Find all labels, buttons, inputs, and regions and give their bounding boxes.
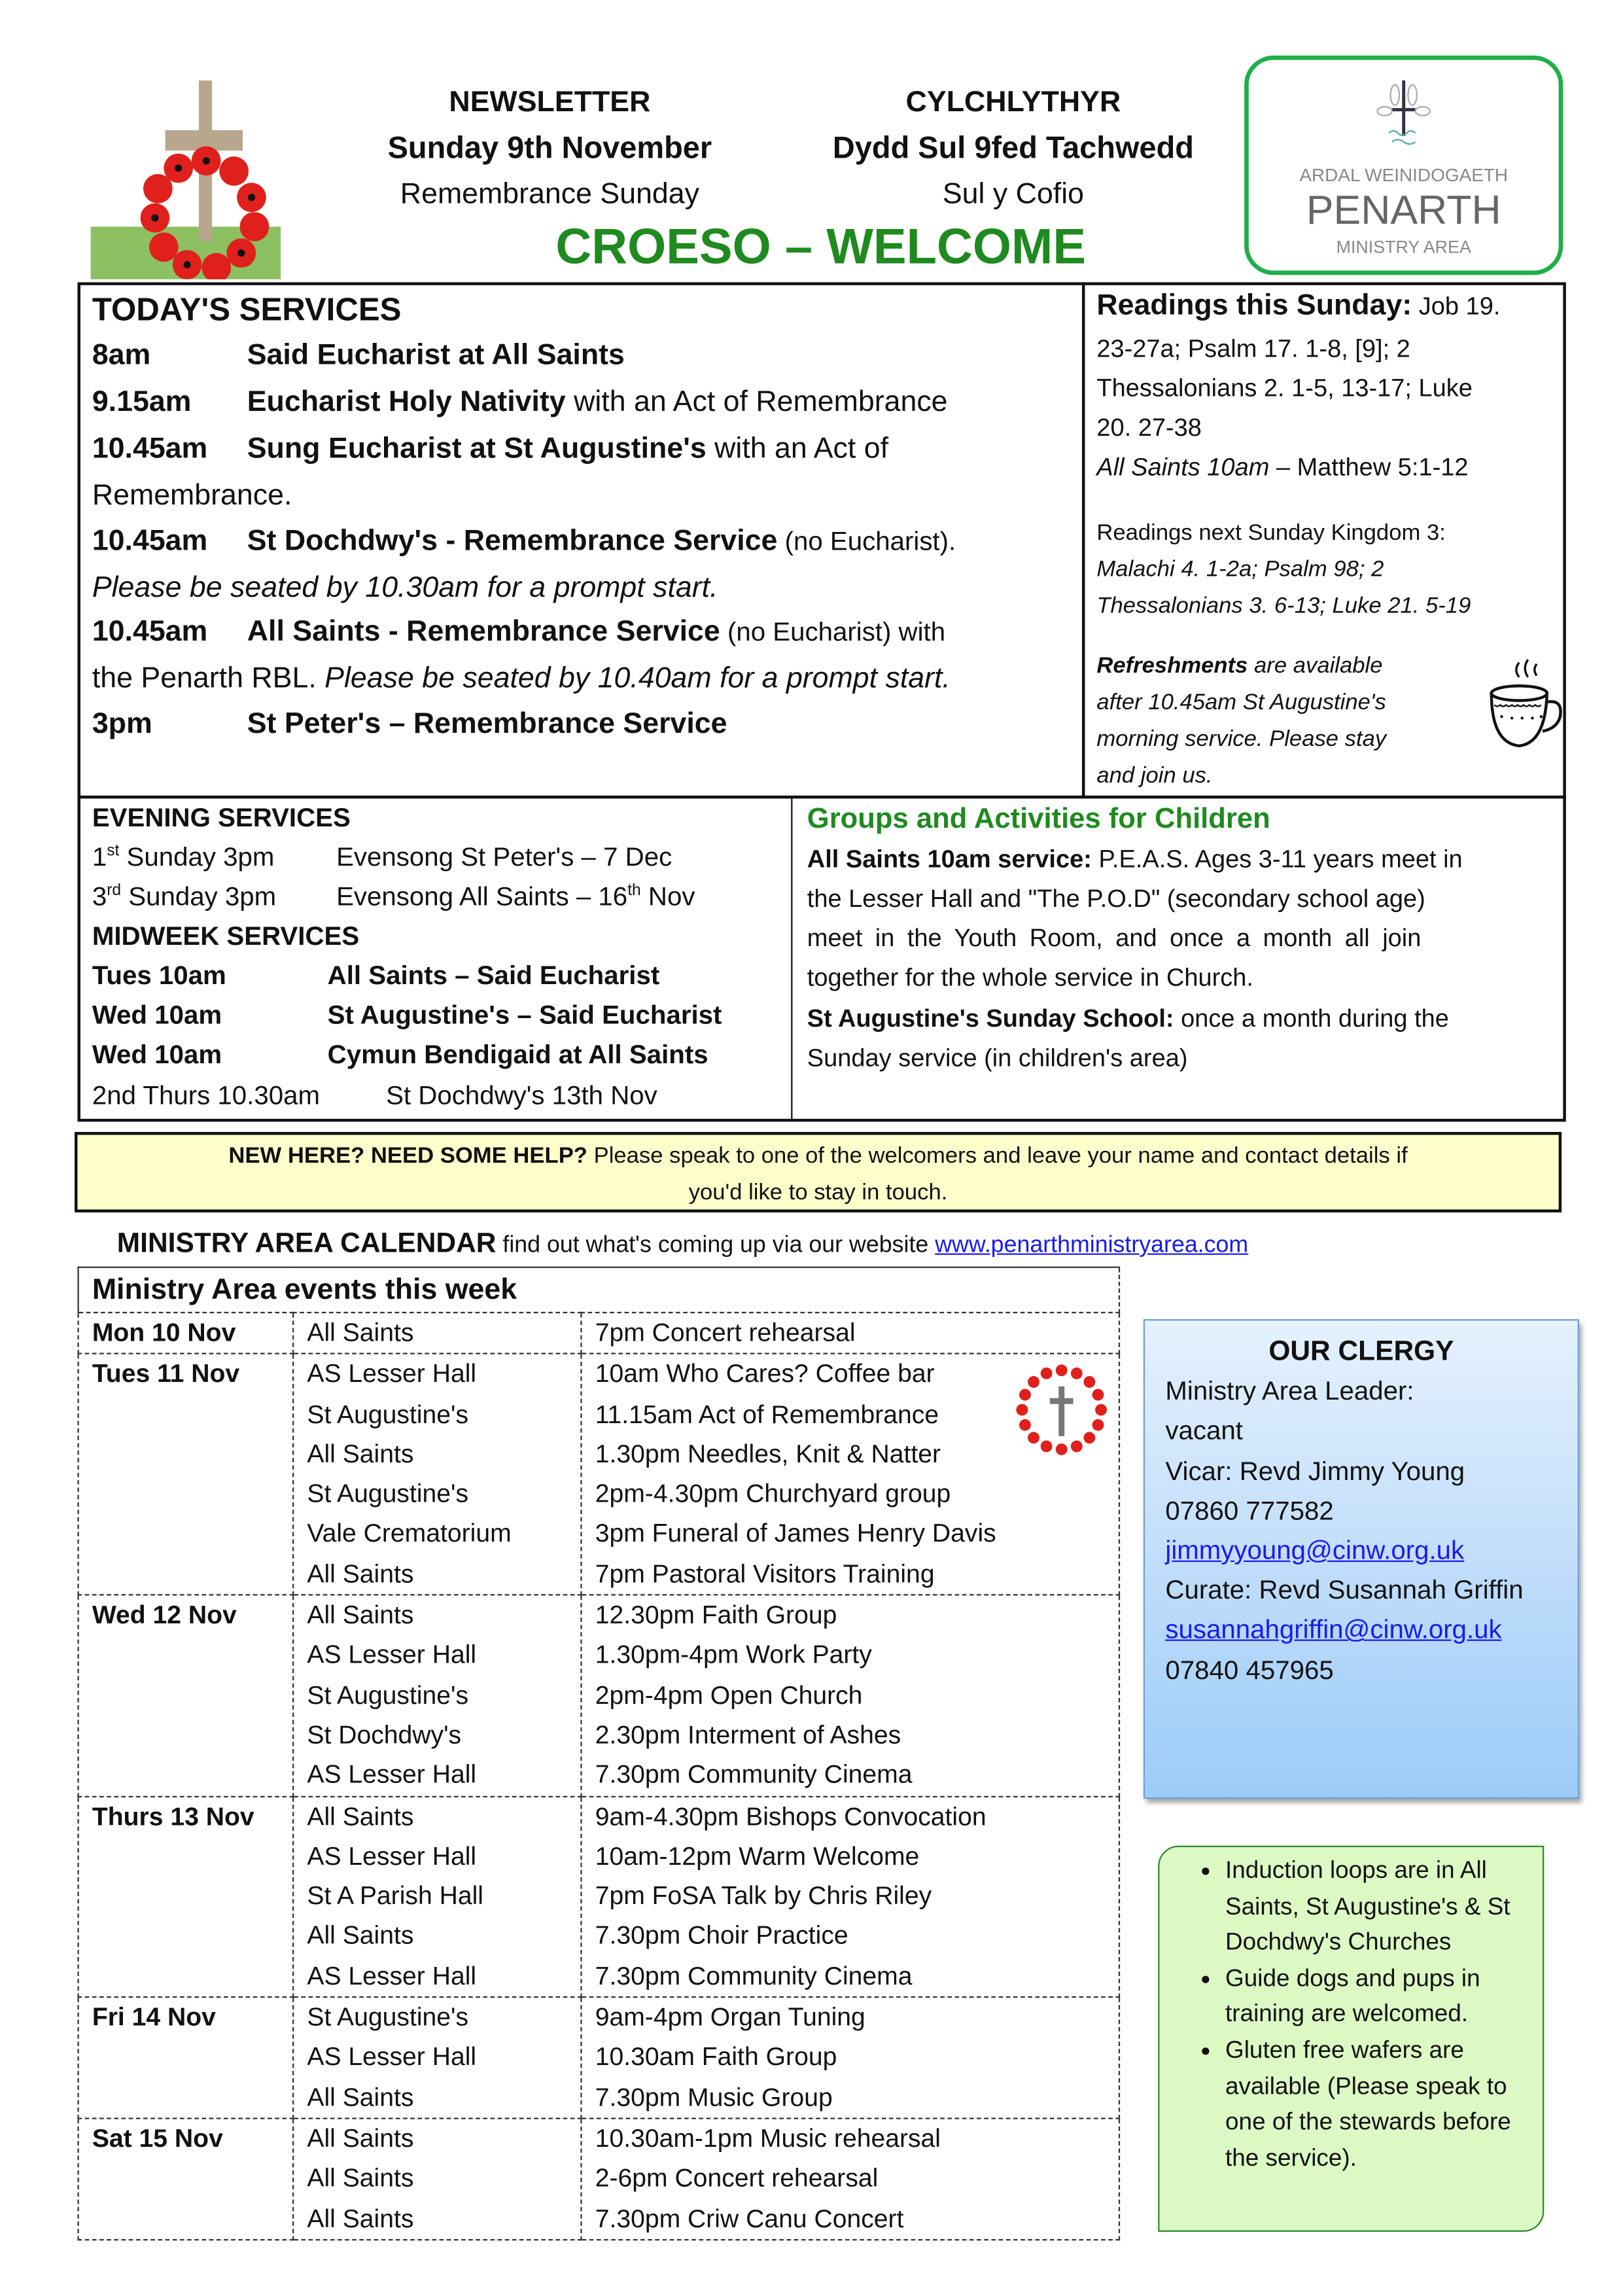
new-here-banner [75,1132,1562,1212]
event-description: 2-6pm Concert rehearsal [595,2163,879,2193]
event-location: St Augustine's [307,1680,469,1710]
poppy-icon [1016,1404,1028,1416]
welcome-heading: CROESO – WELCOME [555,219,1087,275]
event-location: All Saints [307,1559,414,1588]
ordinal: 3 [92,881,107,911]
divider [791,797,792,1120]
events-table-title: Ministry Area events this week [79,1267,1119,1313]
event-description: 2.30pm Interment of Ashes [595,1720,901,1750]
service-name: Sung Eucharist at St Augustine's [247,433,707,465]
event-description: 7pm FoSA Talk by Chris Riley [595,1881,932,1911]
evening-what-text: Evensong All Saints – 16 [336,881,628,911]
event-location: All Saints [307,1600,414,1630]
event-location: Vale Crematorium [307,1519,512,1548]
day-label: Fri 14 Nov [79,1997,294,2118]
service-desc [247,433,888,467]
day-row [79,1997,1119,2118]
day-row [79,2118,1119,2239]
event-location: St Augustine's [307,2002,469,2032]
service-time: 9.15am [92,386,192,419]
event-description: 1.30pm-4pm Work Party [595,1640,872,1670]
service-time: 3pm [92,707,152,740]
clergy-line: Curate: Revd Susannah Griffin [1165,1575,1524,1605]
locations-cell [293,1313,581,1354]
event-location: All Saints [307,2082,414,2111]
seating-note: Please be seated by 10.40am for a prompt start. [324,662,951,695]
readings-line [1096,453,1468,483]
readings-line [1096,290,1500,323]
refreshments-label: Refreshments [1096,654,1248,679]
refreshments-line [1096,654,1382,680]
help-text: Please speak to one of the welcomers and leave your name and contact details if [587,1143,1408,1169]
readings-text: Job 19. [1412,292,1501,321]
clergy-line: vacant [1165,1416,1243,1446]
ordinal-suffix: st [107,842,120,860]
children-line: meet in the Youth Room, and once a month all join [807,924,1422,953]
children-label: St Augustine's Sunday School: [807,1004,1174,1033]
poppy-icon [1019,1389,1031,1401]
children-heading: Groups and Activities for Children [807,803,1270,836]
readings-label: Readings this Sunday: [1096,289,1412,322]
event-description: 2pm-4.30pm Churchyard group [595,1479,951,1508]
service-detail: (no Eucharist) with [720,617,946,646]
welsh-title: CYLCHLYTHYR [905,86,1121,119]
event-description: 10.30am Faith Group [595,2042,837,2072]
welsh-occasion: Sul y Cofio [942,178,1085,211]
event-description: 3pm Funeral of James Henry Davis [595,1519,996,1548]
refreshments-line: morning service. Please stay [1096,726,1387,752]
day-label: Mon 10 Nov [79,1313,294,1354]
event-description: 7.30pm Choir Practice [595,1920,848,1951]
children-line: the Lesser Hall and "The P.O.D" (secondary school age) [807,885,1425,913]
event-location: All Saints [307,1317,414,1347]
events-cell [581,1997,1119,2118]
evening-when: Sunday 3pm [121,881,277,911]
evening-services-heading: EVENING SERVICES [92,803,351,832]
note-item: • Induction loops are in All Saints, St Augustine's & St Dochdwy's Churches [1225,1853,1537,1961]
event-description: 7pm Pastoral Visitors Training [595,1559,935,1588]
service-time: 10.45am [92,615,208,648]
newsletter-date: Sunday 9th November [387,132,712,166]
ordinal-suffix: rd [107,881,122,900]
service-time: 10.45am [92,433,208,465]
website-link[interactable]: www.penarthministryarea.com [935,1233,1249,1258]
event-description: 10.30am-1pm Music rehearsal [595,2123,941,2153]
event-location: All Saints [307,1439,414,1468]
midweek-when: Wed 10am [92,1000,222,1030]
service-name: St Peter's – Remembrance Service [247,707,727,740]
events-cell [581,2118,1119,2239]
evening-row [92,882,276,913]
readings-line: 23-27a; Psalm 17. 1-8, [9]; 2 [1096,334,1410,363]
midweek-what: All Saints – Said Eucharist [327,961,660,991]
service-time: 8am [92,339,151,372]
poppy-icon [1056,1364,1068,1376]
clergy-line: Vicar: Revd Jimmy Young [1165,1456,1465,1486]
logo-line-2: PENARTH [1306,187,1501,233]
event-description: 9am-4.30pm Bishops Convocation [595,1801,986,1831]
service-detail-text: the Penarth RBL. [92,662,325,695]
event-location: St Augustine's [307,1479,469,1508]
children-label: All Saints 10am service: [807,845,1092,874]
service-name: St Dochdwy's - Remembrance Service [247,525,778,557]
event-description: 11.15am Act of Remembrance [595,1399,939,1428]
ordinal-suffix: th [627,881,641,900]
locations-cell [293,1595,581,1796]
midweek-services-heading: MIDWEEK SERVICES [92,921,360,951]
newsletter-occasion: Remembrance Sunday [400,178,700,211]
event-location: AS Lesser Hall [307,2042,477,2072]
penarth-ministry-area-logo [1244,56,1563,275]
event-description: 7.30pm Community Cinema [595,1960,913,1990]
event-location: All Saints [307,2163,414,2193]
divider [1082,282,1084,797]
midweek-what: St Dochdwy's 13th Nov [386,1080,657,1110]
children-line [807,1005,1449,1034]
service-time: 10.45am [92,525,208,557]
service-detail: (no Eucharist). [777,526,956,556]
event-description: 7.30pm Criw Canu Concert [595,2203,904,2233]
event-location: AS Lesser Hall [307,1759,477,1790]
next-readings-line: Malachi 4. 1-2a; Psalm 98; 2 [1096,557,1384,582]
evening-row [92,842,275,873]
event-description: 7.30pm Community Cinema [595,1759,913,1790]
poppy-icon [1019,1419,1031,1431]
poppy-icon [1092,1389,1104,1401]
refreshments-line: and join us. [1096,763,1213,788]
welsh-date: Dydd Sul 9fed Tachwedd [832,132,1194,166]
children-text: P.E.A.S. Ages 3-11 years meet in [1091,845,1463,874]
midweek-what: Cymun Bendigaid at All Saints [327,1040,708,1069]
service-detail: with an Act of [706,433,889,465]
todays-services-heading: TODAY'S SERVICES [92,291,402,328]
readings-text: – Matthew 5:1-12 [1269,453,1469,482]
service-name: Said Eucharist at All Saints [247,339,625,372]
poppy-icon [1083,1376,1095,1388]
newsletter-title: NEWSLETTER [449,86,651,119]
service-detail: with an Act of Remembrance [565,386,948,419]
event-description: 7.30pm Music Group [595,2082,833,2111]
event-location: St A Parish Hall [307,1881,483,1911]
event-description: 7pm Concert rehearsal [595,1317,856,1347]
logo-line-1: ARDAL WEINIDOGAETH [1299,165,1509,186]
ordinal: 1 [92,842,107,872]
poppy-icon [1028,1432,1039,1443]
event-location: AS Lesser Hall [307,1640,477,1670]
seating-note: Please be seated by 10.30am for a prompt start. [92,571,718,605]
refreshments-text: are available [1248,654,1383,679]
clergy-heading: OUR CLERGY [1268,1336,1454,1368]
poppy-icon [1056,1443,1068,1455]
readings-line: 20. 27-38 [1096,414,1202,442]
readings-line: Thessalonians 2. 1-5, 13-17; Luke [1096,374,1473,402]
help-text: you'd like to stay in touch. [688,1180,948,1205]
event-description: 1.30pm Needles, Knit & Natter [595,1439,941,1468]
poppy-icon [1071,1440,1083,1452]
logo-line-3: MINISTRY AREA [1336,237,1471,258]
service-desc [247,708,727,741]
midweek-what: St Augustine's – Said Eucharist [327,1000,722,1030]
help-label: NEW HERE? NEED SOME HELP? [228,1143,587,1169]
service-detail: Remembrance. [92,480,292,512]
next-readings-line: Thessalonians 3. 6-13; Luke 21. 5-19 [1096,593,1471,619]
note-item: • Gluten free wafers are available (Please speak to one of the stewards before the service). [1225,2033,1537,2177]
next-readings-heading: Readings next Sunday Kingdom 3: [1096,520,1446,546]
event-location: All Saints [307,2123,414,2153]
curate-email-link[interactable]: susannahgriffin@cinw.org.uk [1165,1615,1502,1645]
evening-what: Evensong St Peter's – 7 Dec [336,842,672,872]
calendar-subtext: find out what's coming up via our website [496,1233,935,1258]
children-line [807,845,1463,875]
clergy-line: Ministry Area Leader: [1165,1376,1414,1406]
events-cell [581,1796,1119,1997]
day-label: Thurs 13 Nov [79,1796,294,1997]
calendar-heading: MINISTRY AREA CALENDAR [116,1228,497,1260]
children-line: together for the whole service in Church. [807,963,1254,992]
coffee-cup-icon [1487,658,1563,753]
event-location: St Dochdwy's [307,1720,462,1750]
event-location: AS Lesser Hall [307,1960,477,1990]
events-table [77,1267,1120,2240]
evening-when: Sunday 3pm [119,842,275,872]
day-row [79,1354,1119,1595]
poppy-icon [1092,1419,1104,1431]
event-description: 10am-12pm Warm Welcome [595,1841,920,1871]
event-description: 9am-4pm Organ Tuning [595,2002,865,2032]
locations-cell [293,1354,581,1595]
poppy-icon [1028,1376,1039,1388]
poppy-icon [1083,1432,1095,1443]
service-desc [247,616,945,649]
poppy-icon [1041,1440,1053,1452]
service-name: Eucharist Holy Nativity [247,386,566,419]
locations-cell [293,1997,581,2118]
cross-logo-icon [1366,77,1442,150]
clergy-box [1143,1319,1579,1799]
day-label: Wed 12 Nov [79,1595,294,1796]
poppy-icon [1041,1368,1053,1379]
poppy-wreath-icon [1015,1363,1108,1457]
event-location: All Saints [307,2203,414,2233]
event-description: 2pm-4pm Open Church [595,1680,863,1710]
service-desc [247,525,956,558]
poppy-icon [1095,1404,1107,1416]
vicar-email-link[interactable]: jimmyyoung@cinw.org.uk [1165,1535,1465,1565]
accessibility-notes [1158,1846,1544,2232]
events-cell [581,1595,1119,1796]
event-location: All Saints [307,1920,414,1951]
clergy-phone: 07860 777582 [1165,1496,1334,1525]
readings-italic: All Saints 10am [1096,453,1270,482]
day-row [79,1595,1119,1796]
evening-what [336,882,695,913]
service-detail [92,663,951,696]
clergy-phone: 07840 457965 [1165,1655,1334,1685]
children-text: once a month during the [1174,1004,1449,1033]
service-desc [247,340,625,373]
day-label: Sat 15 Nov [79,2118,294,2239]
event-location: AS Lesser Hall [307,1359,477,1388]
event-location: AS Lesser Hall [307,1841,477,1871]
remembrance-wreath-image [91,80,281,279]
locations-cell [293,1796,581,1997]
service-name: All Saints - Remembrance Service [247,615,720,648]
midweek-when: Tues 10am [92,961,226,991]
service-desc [247,386,948,419]
children-line: Sunday service (in children's area) [807,1044,1188,1072]
event-location: St Augustine's [307,1399,469,1428]
events-cell [581,1313,1119,1354]
calendar-heading-line [117,1229,1248,1261]
event-description: 10am Who Cares? Coffee bar [595,1359,935,1388]
midweek-when: 2nd Thurs 10.30am [92,1080,321,1110]
note-item: • Guide dogs and pups in training are welcomed. [1225,1961,1537,2033]
midweek-when: Wed 10am [92,1040,222,1069]
event-description: 12.30pm Faith Group [595,1600,837,1630]
day-row [79,1313,1119,1354]
event-location: All Saints [307,1801,414,1831]
locations-cell [293,2118,581,2239]
evening-what-text: Nov [640,881,695,911]
refreshments-line: after 10.45am St Augustine's [1096,690,1386,715]
poppy-icon [1071,1368,1083,1379]
day-label: Tues 11 Nov [79,1354,294,1595]
day-row [79,1796,1119,1997]
